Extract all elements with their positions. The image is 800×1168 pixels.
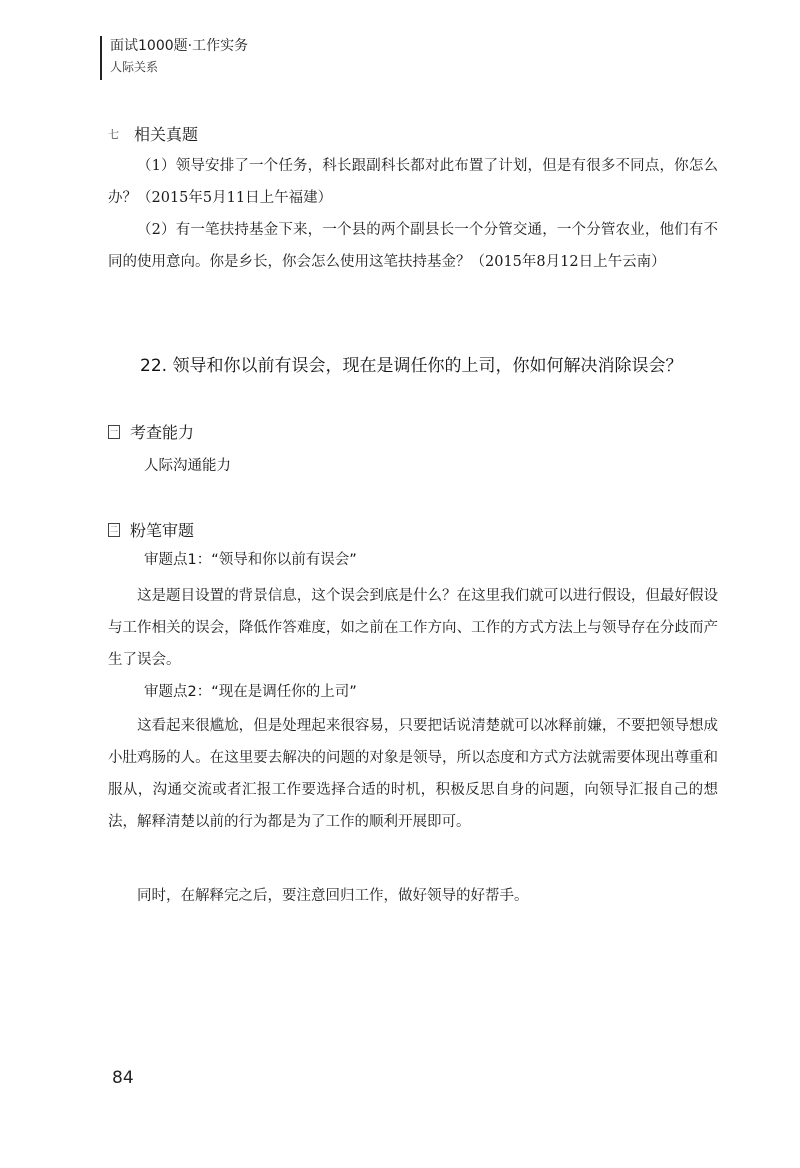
analysis-point-1-body: 这是题目设置的背景信息，这个误会到底是什么？在这里我们就可以进行假设，但最好假设与工作相关的误会，降低作答难度，如之前在工作方向、工作的方式方法上与领导存在分歧而产生了误会。 [108, 588, 718, 668]
analysis-point-2-title: 审题点2：“现在是调任你的上司” [144, 684, 357, 700]
analysis-closing: 同时，在解释完之后，要注意回归工作，做好领导的好帮手。 [137, 888, 529, 904]
ability-section-heading [108, 420, 194, 443]
related-section-heading [108, 122, 198, 145]
running-header [100, 36, 248, 80]
analysis-point-1-title: 审题点1：“领导和你以前有误会” [144, 552, 357, 568]
section-number-icon: 七 [108, 127, 119, 141]
question-title: 22. 领导和你以前有误会，现在是调任你的上司，你如何解决消除误会？ [140, 356, 683, 376]
ability-heading: 考查能力 [130, 423, 195, 442]
book-title: 面试1000题·工作实务 [110, 38, 249, 54]
analysis-point-2-body: 这看起来很尴尬，但是处理起来很容易，只要把话说清楚就可以冰释前嫌，不要把领导想成小肚鸡肠的人。在这里要去解决的问题的对象是领导，所以态度和方式方法就需要体现出尊重和服从，沟通交流或者汇报工作要选择合适的时机，积极反思自身的问题，向领导汇报自己的想法，解释清楚以前的行为都是为了工作的顺利开展即可。 [108, 718, 718, 830]
chapter-name: 人际关系 [110, 60, 159, 74]
related-item-1: （1）领导安排了一个任务，科长跟副科长都对此布置了计划，但是有很多不同点，你怎么办？（2015年5月11日上午福建） [108, 158, 718, 206]
section-number-icon: 一 [108, 425, 120, 439]
analysis-section-heading [108, 518, 194, 541]
related-item-2: （2）有一笔扶持基金下来，一个县的两个副县长一个分管交通，一个分管农业，他们有不同的使用意向。你是乡长，你会怎么使用这笔扶持基金？（2015年8月12日上午云南） [108, 222, 718, 270]
page-number: 84 [112, 1068, 134, 1088]
analysis-heading: 粉笔审题 [130, 521, 195, 540]
ability-content: 人际沟通能力 [144, 458, 231, 474]
section-number-icon: 二 [108, 523, 120, 537]
related-heading: 相关真题 [134, 125, 199, 144]
